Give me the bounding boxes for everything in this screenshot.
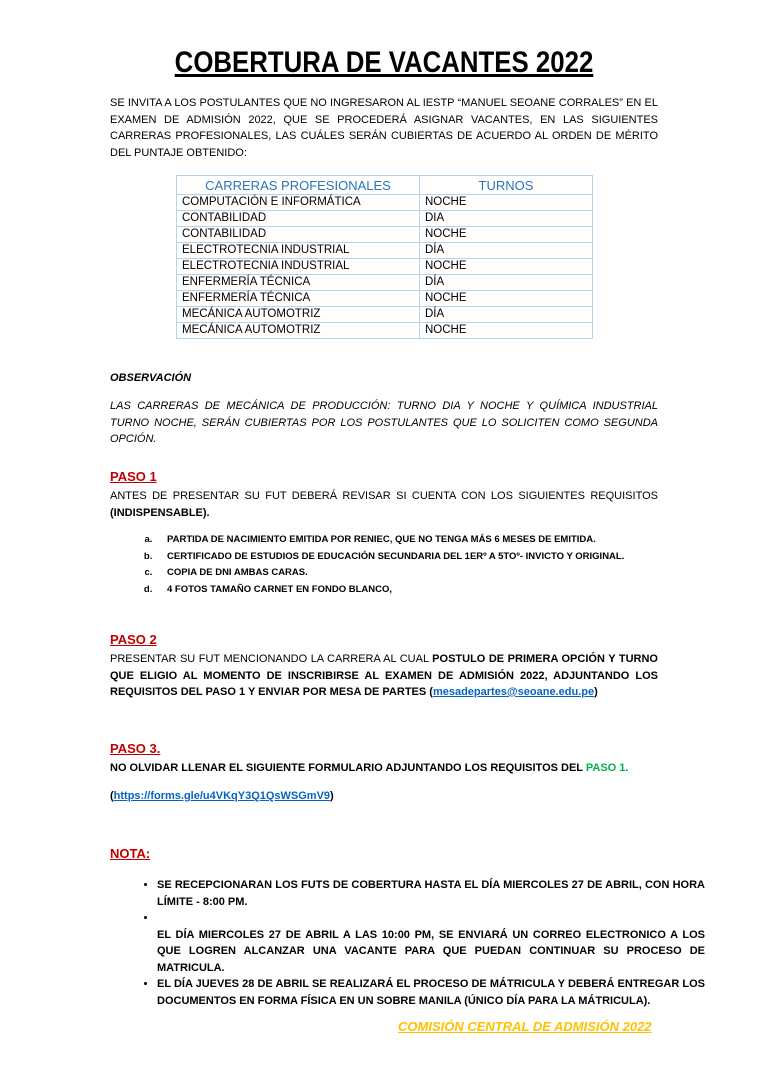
career-cell: MECÁNICA AUTOMOTRIZ (177, 307, 420, 323)
link-close-paren: ) (330, 790, 334, 802)
observation-heading: OBSERVACIÓN (110, 372, 192, 384)
table-row (177, 323, 593, 339)
step2-text (110, 651, 658, 701)
step3-text-green: PASO 1. (585, 762, 629, 774)
form-link[interactable]: https://forms.gle/u4VKqY3Q1QsWSGmV9 (113, 790, 331, 802)
table-row (177, 211, 593, 227)
shift-cell: DÍA (420, 307, 593, 323)
shift-cell: DÍA (420, 243, 593, 259)
table-row (177, 243, 593, 259)
step2-heading: PASO 2 (110, 632, 157, 647)
table-row (177, 275, 593, 291)
step1-text-normal: ANTES DE PRESENTAR SU FUT DEBERÁ REVISAR SI CUENTA CON LOS SIGUIENTES REQUISITOS (110, 490, 658, 502)
header-shifts: TURNOS (420, 176, 593, 195)
step2-text-normal: PRESENTAR SU FUT MENCIONANDO LA CARRERA AL CUAL (110, 653, 433, 665)
shift-cell: NOCHE (420, 195, 593, 211)
observation-text: LAS CARRERAS DE MECÁNICA DE PRODUCCIÓN: TURNO DIA Y NOCHE Y QUÍMICA INDUSTRIAL TURNO NOCHE, SERÁN CUBIERTAS POR LOS POSTULANTES QUE LO SOLICITEN COMO SEGUNDA OPCIÓN. (110, 400, 658, 445)
table-row (177, 195, 593, 211)
step1-text-bold: (INDISPENSABLE). (110, 506, 210, 519)
step3-text-normal: NO OLVIDAR LLENAR EL SIGUIENTE FORMULARIO ADJUNTANDO LOS REQUISITOS DEL (110, 762, 586, 774)
table-row (177, 307, 593, 323)
step3-heading: PASO 3. (110, 741, 161, 756)
list-item: EL DÍA MIERCOLES 27 DE ABRIL A LAS 10:00 PM, SE ENVIARÁ UN CORREO ELECTRONICO A LOS QUE LOGREN ALCANZAR UNA VACANTE PARA QUE PUEDAN CONTINUAR SU PROCESO DE MATRICULA. (157, 928, 705, 974)
career-cell: ELECTROTECNIA INDUSTRIAL (177, 243, 420, 259)
career-cell: COMPUTACIÓN E INFORMÁTICA (177, 195, 420, 211)
shift-cell: NOCHE (420, 323, 593, 339)
header-careers: CARRERAS PROFESIONALES (177, 176, 420, 195)
list-item: • EL DÍA JUEVES 28 DE ABRIL SE REALIZARÁ EL PROCESO DE MÁTRICULA Y DEBERÁ ENTREGAR LOS DOCUMENTOS EN FORMA FÍSICA EN UN SOBRE MANILA (ÚNICO DÍA PARA LA MÁTRICULA). (157, 976, 705, 1009)
shift-cell: NOCHE (420, 227, 593, 243)
link-open-paren: ( (110, 790, 114, 802)
table-row (177, 259, 593, 275)
list-item: • SE RECEPCIONARAN LOS FUTS DE COBERTURA HASTA EL DÍA MIERCOLES 27 DE ABRIL, CON HORA LÍMITE - 8:00 PM. (157, 877, 705, 910)
note-heading: NOTA: (110, 846, 151, 861)
shift-cell: NOCHE (420, 259, 593, 275)
list-item (157, 910, 705, 927)
requirements-list (110, 532, 703, 598)
notes-list (110, 877, 705, 1009)
list-item: d. 4 FOTOS TAMAÑO CARNET EN FONDO BLANCO, (155, 582, 703, 599)
step1-heading: PASO 1 (110, 469, 157, 484)
career-cell: CONTABILIDAD (177, 211, 420, 227)
table-row (177, 227, 593, 243)
shift-cell: DÍA (420, 275, 593, 291)
list-item: b. CERTIFICADO DE ESTUDIOS DE EDUCACIÓN SECUNDARIA DEL 1ERº A 5TOº- INVICTO Y ORIGINAL. (155, 549, 703, 566)
career-cell: ENFERMERÍA TÉCNICA (177, 275, 420, 291)
step1-text (110, 488, 658, 521)
career-cell: ENFERMERÍA TÉCNICA (177, 291, 420, 307)
step2-text-end: ) (594, 686, 598, 698)
footer-signature: COMISIÓN CENTRAL DE ADMISIÓN 2022 (398, 1019, 652, 1034)
intro-paragraph: SE INVITA A LOS POSTULANTES QUE NO INGRESARON AL IESTP “MANUEL SEOANE CORRALES” EN EL EXAMEN DE ADMISIÓN 2022, QUE SE PROCEDERÁ ASIGNAR VACANTES, EN LAS SIGUIENTES CARRERAS PROFESIONALES, LAS CUÁLES SERÁN CUBIERTAS DE ACUERDO AL ORDEN DE MÉRITO DEL PUNTAJE OBTENIDO: (110, 97, 658, 159)
form-link-line (110, 788, 658, 805)
shift-cell: DIA (420, 211, 593, 227)
step3-text (110, 760, 658, 777)
list-item: a. PARTIDA DE NACIMIENTO EMITIDA POR RENIEC, QUE NO TENGA MÁS 6 MESES DE EMITIDA. (155, 532, 703, 549)
table-header-row (177, 176, 593, 195)
table-row (177, 291, 593, 307)
step2-text-bold: POSTULO DE PRIMERA OPCIÓN Y TURNO QUE ELIGIO AL MOMENTO DE INSCRIBIRSE AL EXAMEN DE ADMISIÓN 2022, ADJUNTANDO LOS REQUISITOS DEL PASO 1 Y ENVIAR POR MESA DE PARTES ( (110, 653, 658, 698)
list-item: c. COPIA DE DNI AMBAS CARAS. (155, 565, 703, 582)
document-title: COBERTURA DE VACANTES 2022 (174, 46, 594, 79)
career-cell: MECÁNICA AUTOMOTRIZ (177, 323, 420, 339)
shift-cell: NOCHE (420, 291, 593, 307)
career-cell: CONTABILIDAD (177, 227, 420, 243)
careers-table (176, 175, 593, 339)
career-cell: ELECTROTECNIA INDUSTRIAL (177, 259, 420, 275)
email-link[interactable]: mesadepartes@seoane.edu.pe (432, 686, 595, 698)
